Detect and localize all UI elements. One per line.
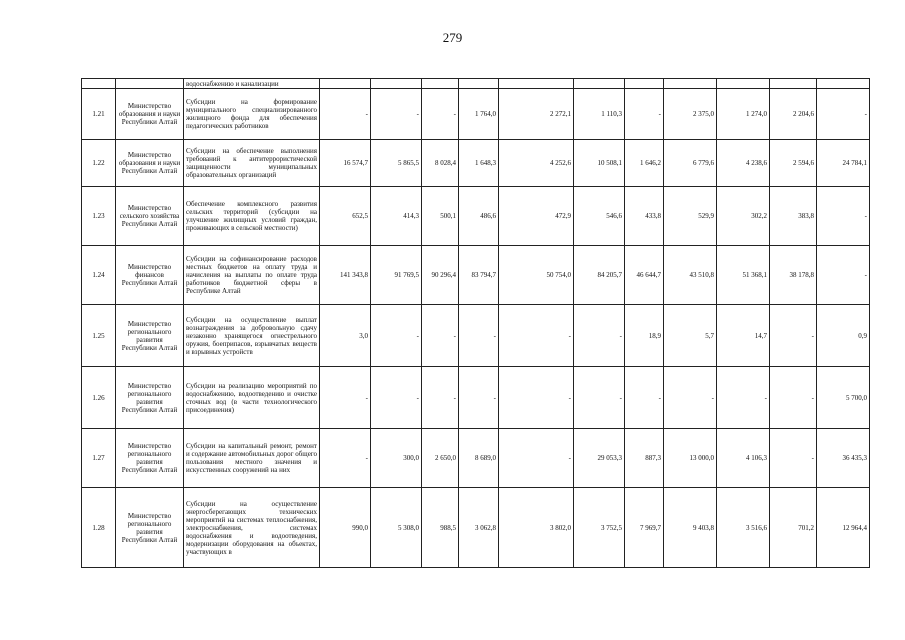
row-value: 1 274,0 xyxy=(717,89,770,140)
row-organization: Министерство сельского хозяйства Республики Алтай xyxy=(116,187,184,246)
table-row xyxy=(82,305,870,367)
row-value: - xyxy=(371,305,422,367)
value-cell xyxy=(664,79,717,89)
page-number: 279 xyxy=(442,30,463,45)
value-cell xyxy=(459,79,499,89)
row-value: 300,0 xyxy=(371,429,422,488)
row-organization: Министерство финансов Республики Алтай xyxy=(116,246,184,305)
row-value: 652,5 xyxy=(320,187,371,246)
row-description: Субсидии на софинансирование расходов местных бюджетов на оплату труда и начисления на выплаты по оплате труда работников бюджетной сферы в Республике Алтай xyxy=(184,246,320,305)
row-code: 1.26 xyxy=(82,367,116,429)
value-cell xyxy=(717,79,770,89)
row-code: 1.21 xyxy=(82,89,116,140)
row-value: - xyxy=(717,367,770,429)
row-value: 887,3 xyxy=(625,429,664,488)
row-value: - xyxy=(422,89,459,140)
row-value: 9 403,8 xyxy=(664,488,717,568)
row-value: 12 964,4 xyxy=(817,488,870,568)
row-value: - xyxy=(499,367,574,429)
row-value: - xyxy=(320,367,371,429)
row-value: 14,7 xyxy=(717,305,770,367)
row-organization: Министерство регионального развития Республики Алтай xyxy=(116,305,184,367)
row-value: - xyxy=(625,89,664,140)
row-value: 1 646,2 xyxy=(625,140,664,187)
row-value: 2 204,6 xyxy=(770,89,817,140)
row-value: 29 053,3 xyxy=(574,429,625,488)
row-value: 7 969,7 xyxy=(625,488,664,568)
row-value: 43 510,8 xyxy=(664,246,717,305)
row-value: - xyxy=(625,367,664,429)
row-value: 4 106,3 xyxy=(717,429,770,488)
row-value: - xyxy=(770,305,817,367)
row-value: 18,9 xyxy=(625,305,664,367)
row-code: 1.23 xyxy=(82,187,116,246)
table-row-continued xyxy=(82,79,870,89)
table-row xyxy=(82,367,870,429)
row-code: 1.22 xyxy=(82,140,116,187)
row-code: 1.24 xyxy=(82,246,116,305)
row-description: Субсидии на осуществление выплат вознаграждения за добровольную сдачу незаконно хранящегося огнестрельного оружия, боеприпасов, взрывчатых веществ и взрывных устройств xyxy=(184,305,320,367)
description-cell: водоснабжению и канализации xyxy=(184,79,320,89)
row-code: 1.28 xyxy=(82,488,116,568)
row-value: 1 764,0 xyxy=(459,89,499,140)
table-row xyxy=(82,187,870,246)
table-row xyxy=(82,429,870,488)
value-cell xyxy=(770,79,817,89)
value-cell xyxy=(499,79,574,89)
row-value: - xyxy=(499,305,574,367)
row-value: 91 769,5 xyxy=(371,246,422,305)
row-value: 141 343,8 xyxy=(320,246,371,305)
row-value: 5,7 xyxy=(664,305,717,367)
row-value: - xyxy=(817,246,870,305)
row-organization: Министерство образования и науки Республики Алтай xyxy=(116,89,184,140)
table-row xyxy=(82,89,870,140)
row-value: - xyxy=(664,367,717,429)
row-value: 2 272,1 xyxy=(499,89,574,140)
row-value: 3,0 xyxy=(320,305,371,367)
row-code: 1.25 xyxy=(82,305,116,367)
row-value: 5 700,0 xyxy=(817,367,870,429)
row-organization: Министерство образования и науки Республики Алтай xyxy=(116,140,184,187)
row-value: 302,2 xyxy=(717,187,770,246)
row-value: 433,8 xyxy=(625,187,664,246)
row-value: 8 028,4 xyxy=(422,140,459,187)
row-value: 13 000,0 xyxy=(664,429,717,488)
row-value: - xyxy=(574,305,625,367)
row-value: 383,8 xyxy=(770,187,817,246)
row-description: Субсидии на осуществление энергосберегающих технических мероприятий на системах теплоснабжения, электроснабжения, системах водоснабжения и водоотведения, модернизации оборудования на объектах, участвующих в xyxy=(184,488,320,568)
row-value: - xyxy=(499,429,574,488)
row-value: 3 516,6 xyxy=(717,488,770,568)
row-value: - xyxy=(574,367,625,429)
row-description: Обеспечение комплексного развития сельских территорий (субсидии на улучшение жилищных условий граждан, проживающих в сельской местности) xyxy=(184,187,320,246)
row-value: 24 784,1 xyxy=(817,140,870,187)
row-value: 2 375,0 xyxy=(664,89,717,140)
row-value: 51 368,1 xyxy=(717,246,770,305)
table-row xyxy=(82,488,870,568)
row-value: 529,9 xyxy=(664,187,717,246)
value-cell xyxy=(574,79,625,89)
row-value: 546,6 xyxy=(574,187,625,246)
row-value: 38 178,8 xyxy=(770,246,817,305)
row-description: Субсидии на капитальный ремонт, ремонт и содержание автомобильных дорог общего пользования местного значения и искусственных сооружений на них xyxy=(184,429,320,488)
row-value: 414,3 xyxy=(371,187,422,246)
row-value: - xyxy=(320,89,371,140)
row-value: - xyxy=(320,429,371,488)
row-value: 3 802,0 xyxy=(499,488,574,568)
row-value: 36 435,3 xyxy=(817,429,870,488)
row-value: - xyxy=(422,305,459,367)
row-value: 46 644,7 xyxy=(625,246,664,305)
row-value: 10 508,1 xyxy=(574,140,625,187)
row-value: 1 110,3 xyxy=(574,89,625,140)
value-cell xyxy=(422,79,459,89)
row-value: - xyxy=(371,89,422,140)
row-value: 8 689,0 xyxy=(459,429,499,488)
row-value: 3 062,8 xyxy=(459,488,499,568)
row-value: 5 308,0 xyxy=(371,488,422,568)
row-value: 84 205,7 xyxy=(574,246,625,305)
value-cell xyxy=(320,79,371,89)
row-organization: Министерство регионального развития Республики Алтай xyxy=(116,429,184,488)
row-value: - xyxy=(770,429,817,488)
value-cell xyxy=(625,79,664,89)
row-value: 5 865,5 xyxy=(371,140,422,187)
row-value: 83 794,7 xyxy=(459,246,499,305)
row-value: 50 754,0 xyxy=(499,246,574,305)
code-cell xyxy=(82,79,116,89)
budget-table xyxy=(81,78,870,568)
row-description: Субсидии на формирование муниципального специализированного жилищного фонда для обеспечения педагогических работников xyxy=(184,89,320,140)
value-cell xyxy=(817,79,870,89)
table-body xyxy=(82,79,870,568)
row-value: 4 238,6 xyxy=(717,140,770,187)
row-value: - xyxy=(459,367,499,429)
row-value: - xyxy=(770,367,817,429)
table-row xyxy=(82,246,870,305)
row-organization: Министерство регионального развития Республики Алтай xyxy=(116,488,184,568)
row-value: - xyxy=(459,305,499,367)
row-value: - xyxy=(371,367,422,429)
row-value: 90 296,4 xyxy=(422,246,459,305)
value-cell xyxy=(371,79,422,89)
row-code: 1.27 xyxy=(82,429,116,488)
row-value: 988,5 xyxy=(422,488,459,568)
row-value: - xyxy=(817,187,870,246)
row-description: Субсидии на реализацию мероприятий по водоснабжению, водоотведению и очистке сточных вод (в части технологического присоединения) xyxy=(184,367,320,429)
row-value: 3 752,5 xyxy=(574,488,625,568)
row-value: 2 650,0 xyxy=(422,429,459,488)
org-cell xyxy=(116,79,184,89)
table-row xyxy=(82,140,870,187)
row-value: 0,9 xyxy=(817,305,870,367)
row-value: - xyxy=(422,367,459,429)
row-value: 990,0 xyxy=(320,488,371,568)
row-value: 701,2 xyxy=(770,488,817,568)
row-value: 472,9 xyxy=(499,187,574,246)
row-value: 486,6 xyxy=(459,187,499,246)
row-value: 16 574,7 xyxy=(320,140,371,187)
row-value: 4 252,6 xyxy=(499,140,574,187)
row-value: 1 648,3 xyxy=(459,140,499,187)
row-value: 6 779,6 xyxy=(664,140,717,187)
row-value: - xyxy=(817,89,870,140)
row-value: 2 594,6 xyxy=(770,140,817,187)
row-organization: Министерство регионального развития Республики Алтай xyxy=(116,367,184,429)
row-value: 500,1 xyxy=(422,187,459,246)
row-description: Субсидии на обеспечение выполнения требований к антитеррористической защищенности муниципальных образовательных организаций xyxy=(184,140,320,187)
